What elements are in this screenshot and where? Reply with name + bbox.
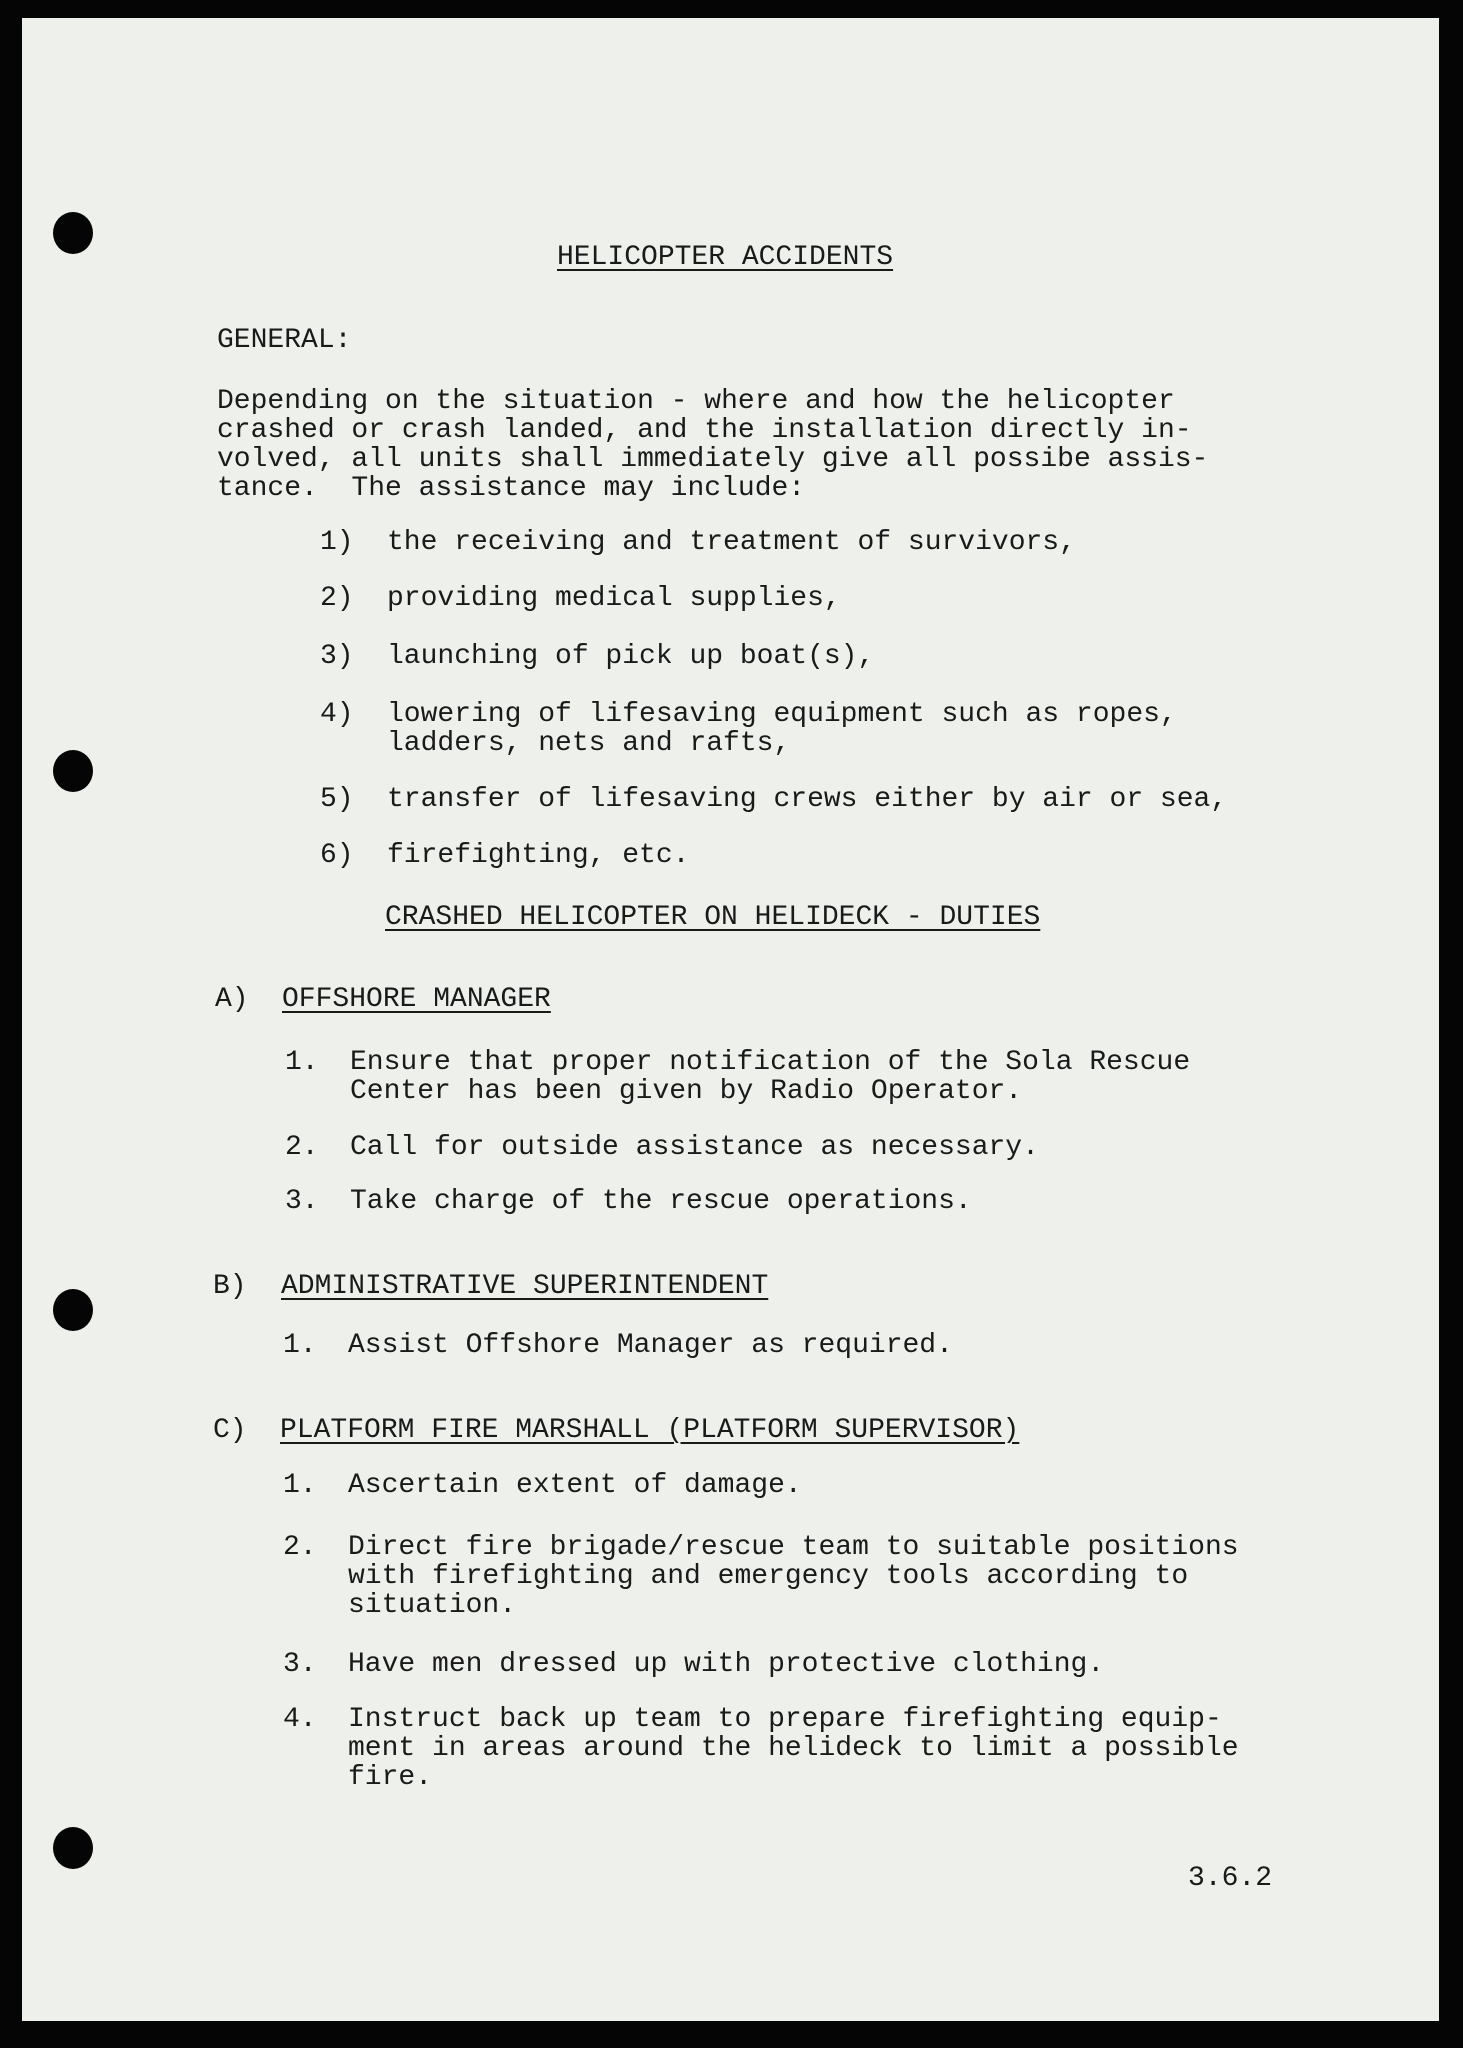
list-item-number: 4)	[320, 699, 354, 730]
general-paragraph-line: tance. The assistance may include:	[217, 473, 806, 504]
list-item-text: transfer of lifesaving crews either by air or sea,	[387, 784, 1228, 815]
section-title: PLATFORM FIRE MARSHALL (PLATFORM SUPERVISOR)	[280, 1415, 1020, 1446]
list-item-text: lowering of lifesaving equipment such as ropes,	[387, 699, 1177, 730]
duty-number: 1.	[283, 1330, 317, 1361]
list-item-number: 2)	[320, 583, 354, 614]
list-item-number: 6)	[320, 840, 354, 871]
list-item-number: 1)	[320, 527, 354, 558]
section-letter: C)	[213, 1415, 247, 1446]
duty-text: Center has been given by Radio Operator.	[350, 1076, 1023, 1107]
duty-text: Ascertain extent of damage.	[348, 1470, 802, 1501]
list-item-number: 3)	[320, 641, 354, 672]
page-title: HELICOPTER ACCIDENTS	[557, 242, 894, 273]
general-heading: GENERAL:	[217, 325, 352, 356]
section-letter: B)	[213, 1271, 247, 1302]
duty-number: 3.	[285, 1186, 319, 1217]
punch-hole	[53, 1827, 93, 1869]
duty-text: Direct fire brigade/rescue team to suitable positions	[348, 1532, 1239, 1563]
punch-hole	[53, 750, 93, 792]
duty-number: 3.	[283, 1649, 317, 1680]
duty-text: Assist Offshore Manager as required.	[348, 1330, 953, 1361]
general-paragraph-line: Depending on the situation - where and how the helicopter	[217, 386, 1175, 417]
duties-heading: CRASHED HELICOPTER ON HELIDECK - DUTIES	[385, 902, 1041, 933]
list-item-text: ladders, nets and rafts,	[387, 728, 791, 759]
punch-hole	[53, 1289, 93, 1331]
duty-number: 1.	[283, 1470, 317, 1501]
duty-text: Take charge of the rescue operations.	[350, 1186, 972, 1217]
list-item-number: 5)	[320, 784, 354, 815]
duty-text: with firefighting and emergency tools according to	[348, 1561, 1189, 1592]
duty-text: situation.	[348, 1590, 517, 1621]
duty-text: fire.	[348, 1762, 433, 1793]
duty-number: 1.	[285, 1047, 319, 1078]
page-number: 3.6.2	[1188, 1863, 1273, 1894]
duty-text: Have men dressed up with protective clothing.	[348, 1649, 1105, 1680]
duty-number: 4.	[283, 1704, 317, 1735]
list-item-text: firefighting, etc.	[387, 840, 690, 871]
general-paragraph-line: crashed or crash landed, and the installation directly in-	[217, 415, 1192, 446]
punch-hole	[53, 212, 93, 254]
duty-text: Call for outside assistance as necessary.	[350, 1132, 1039, 1163]
duty-number: 2.	[283, 1532, 317, 1563]
list-item-text: the receiving and treatment of survivors,	[387, 527, 1076, 558]
duty-number: 2.	[285, 1132, 319, 1163]
list-item-text: providing medical supplies,	[387, 583, 841, 614]
section-title: OFFSHORE MANAGER	[282, 984, 551, 1015]
section-title: ADMINISTRATIVE SUPERINTENDENT	[281, 1271, 769, 1302]
duty-text: Instruct back up team to prepare firefighting equip-	[348, 1704, 1222, 1735]
section-letter: A)	[215, 984, 249, 1015]
list-item-text: launching of pick up boat(s),	[387, 641, 875, 672]
duty-text: ment in areas around the helideck to limit a possible	[348, 1733, 1239, 1764]
duty-text: Ensure that proper notification of the Sola Rescue	[350, 1047, 1191, 1078]
general-paragraph-line: volved, all units shall immediately give all possibe assis-	[217, 444, 1209, 475]
